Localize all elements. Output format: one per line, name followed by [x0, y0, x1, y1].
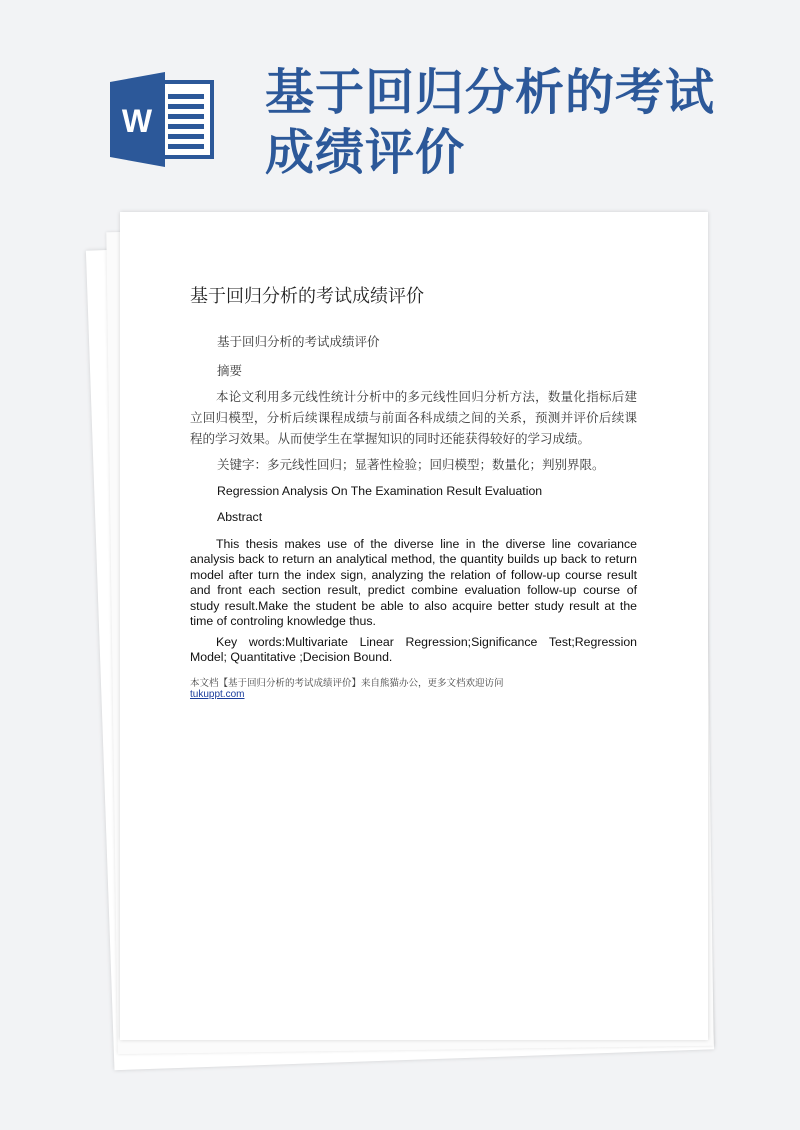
document-title: 基于回归分析的考试成绩评价 [190, 286, 424, 307]
keywords-cn: 关键字：多元线性回归；显著性检验；回归模型；数量化；判别界限。 [217, 457, 605, 472]
abstract-cn: 本论文利用多元线性统计分析中的多元线性回归分析方法，数量化指标后建立回归模型，分析后续课程成绩与前面各科成绩之间的关系，预测并评价后续课程的学习效果。从而使学生在掌握知识的同时还能获得较好的学习成绩。 [190, 389, 637, 446]
banner-title: 基于回归分析的考试成绩评价 [265, 63, 716, 181]
footer-link[interactable]: tukuppt.com [190, 689, 245, 700]
footer-note: 本文档【基于回归分析的考试成绩评价】来自熊猫办公，更多文档欢迎访问 [190, 678, 504, 689]
abstract-heading-en: Abstract [217, 510, 263, 524]
keywords-en: Key words:Multivariate Linear Regression;Significance Test;Regression Model; Quantitative ;Decision Bound. [190, 635, 637, 665]
abstract-heading-cn: 摘要 [217, 363, 243, 378]
document-subtitle: 基于回归分析的考试成绩评价 [217, 334, 380, 349]
word-logo-icon [110, 72, 214, 167]
abstract-en: This thesis makes use of the diverse line in the diverse line covariance analysis back to return an analytical method, the quantity builds up back to return model after turn the index sign, analyzing the relation of follow-up course result and front each section result, predict combine evaluation follow-up course of study result.Make the student be able to also acquire better study result at the time of controling knowledge thus. [190, 537, 637, 629]
svg-text:W: W [121, 103, 153, 139]
document-page [120, 212, 708, 1040]
title-en: Regression Analysis On The Examination Result Evaluation [217, 484, 543, 498]
